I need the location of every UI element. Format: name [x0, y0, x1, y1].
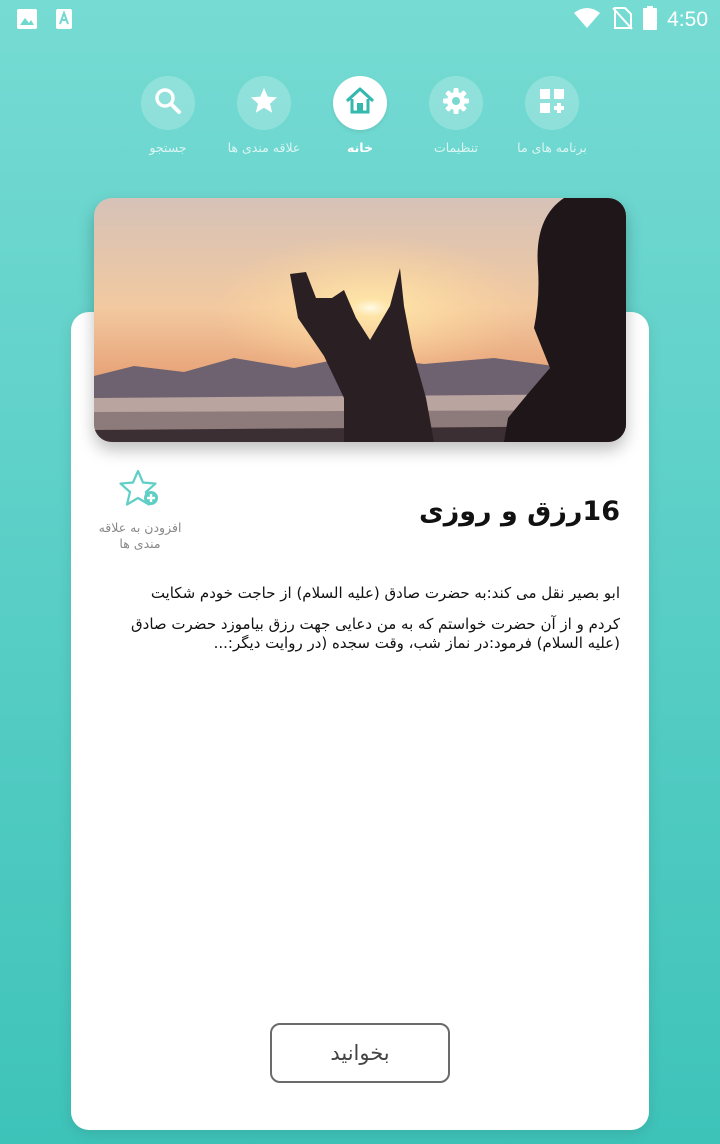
- top-navigation: [0, 76, 720, 186]
- nav-label-favorites: علاقه مندی ها: [227, 140, 301, 155]
- nav-label-search: جستجو: [149, 140, 187, 155]
- nav-item-settings[interactable]: [408, 76, 504, 155]
- read-button[interactable]: بخوانید: [270, 1023, 450, 1083]
- star-icon: [249, 86, 279, 120]
- add-to-favorites-button[interactable]: [96, 468, 184, 552]
- star-plus-icon: [117, 497, 163, 516]
- nav-item-favorites[interactable]: [216, 76, 312, 155]
- gear-icon: [441, 86, 471, 120]
- nav-item-home[interactable]: [312, 76, 408, 155]
- excerpt-line-2: کردم و از آن حضرت خواستم که به من دعایی جهت رزق بیاموزد حضرت صادق (علیه السلام) فرمود:در نماز شب، وقت سجده (در روایت دیگر:...: [131, 615, 620, 652]
- nav-label-settings: تنظیمات: [433, 140, 479, 155]
- article-excerpt: [106, 584, 620, 653]
- article-title: 16رزق و روزی: [418, 496, 620, 527]
- battery-icon: [643, 6, 657, 34]
- wifi-icon: [573, 7, 601, 33]
- apps-icon: [537, 86, 567, 120]
- nav-item-our-apps[interactable]: [504, 76, 600, 155]
- hero-image: [94, 198, 626, 442]
- add-to-favorites-label: افزودن به علاقه مندی ها: [98, 520, 182, 551]
- home-icon: [345, 86, 375, 120]
- font-notification-icon: [54, 8, 74, 34]
- no-sim-icon: [611, 6, 633, 34]
- search-icon: [153, 86, 183, 120]
- status-time: 4:50: [667, 8, 708, 31]
- nav-item-search[interactable]: [120, 76, 216, 155]
- gallery-notification-icon: [16, 8, 38, 34]
- nav-label-home: خانه: [347, 140, 373, 155]
- excerpt-line-1: ابو بصیر نقل می کند:به حضرت صادق (علیه السلام) از حاجت خودم شکایت: [150, 584, 620, 602]
- nav-label-our-apps: برنامه های ما: [517, 140, 587, 155]
- status-bar: [0, 0, 720, 36]
